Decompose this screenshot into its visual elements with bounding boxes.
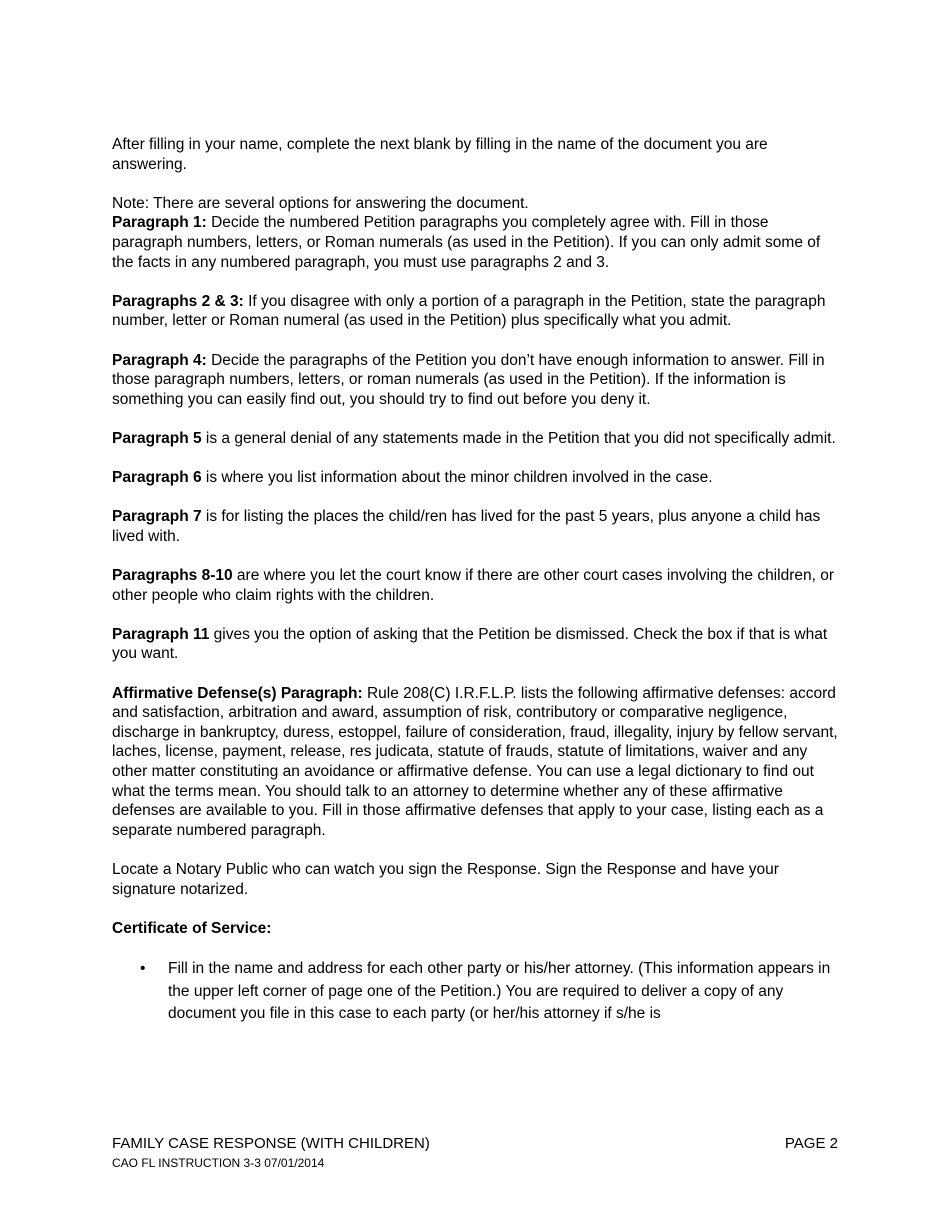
paragraph-4-text: Decide the paragraphs of the Petition you don’t have enough information to answer. Fill in those paragraph numbers, letters, or roman numerals (as used in the Petition). If the information is something you can easily find out, you should try to find out before you deny it. (112, 351, 825, 408)
paragraph-7-label: Paragraph 7 (112, 508, 202, 526)
paragraph-5-text: is a general denial of any statements made in the Petition that you did not specifically admit. (201, 429, 836, 447)
paragraph-11-instruction (112, 625, 842, 664)
certificate-of-service-label: Certificate of Service: (112, 919, 272, 937)
notary-instruction: Locate a Notary Public who can watch you sign the Response. Sign the Response and have your signature notarized. (112, 860, 779, 898)
paragraph-11-text: gives you the option of asking that the Petition be dismissed. Check the box if that is what you want. (112, 625, 828, 663)
bullet-text: Fill in the name and address for each other party or his/her attorney. (This information appears in the upper left corner of page one of the Petition.) You are required to deliver a copy of any document you file in this case to each party (or her/his attorney if s/he is (168, 959, 831, 1023)
paragraphs-2-3-instruction (112, 292, 842, 331)
paragraphs-8-10-instruction (112, 566, 842, 605)
footer-instruction-id: CAO FL INSTRUCTION 3-3 07/01/2014 (112, 1156, 325, 1170)
paragraphs-8-10-label: Paragraphs 8-10 (112, 567, 233, 585)
paragraph-1-instruction (112, 213, 842, 272)
paragraph-1-label: Paragraph 1: (112, 214, 207, 232)
paragraph-5-instruction (112, 429, 842, 449)
paragraph-6-label: Paragraph 6 (112, 469, 202, 487)
paragraph-1-text: Decide the numbered Petition paragraphs you completely agree with. Fill in those paragraph numbers, letters, or Roman numerals (as used in the Petition). If you can only admit some of the facts in any numbered paragraph, you must use paragraphs 2 and 3. (112, 214, 821, 271)
paragraph-11-label: Paragraph 11 (112, 625, 210, 643)
list-item (112, 958, 842, 1026)
paragraph-7-text: is for listing the places the child/ren has lived for the past 5 years, plus anyone a child has lived with. (112, 508, 821, 545)
paragraph-4-label: Paragraph 4: (112, 351, 207, 369)
paragraph-6-text: is where you list information about the minor children involved in the case. (201, 469, 713, 487)
footer-page-number: PAGE 2 (784, 1135, 838, 1152)
affirmative-defense-label: Affirmative Defense(s) Paragraph: (112, 684, 363, 702)
intro-paragraph: After filling in your name, complete the next blank by filling in the name of the document you are answering. (112, 136, 768, 173)
paragraphs-8-10-text: are where you let the court know if there are other court cases involving the children, or other people who claim rights with the children. (112, 567, 834, 604)
certificate-bullet-list (112, 958, 842, 1026)
paragraph-5-label: Paragraph 5 (112, 429, 202, 447)
paragraph-7-instruction (112, 507, 842, 546)
paragraphs-2-3-text: If you disagree with only a portion of a paragraph in the Petition, state the paragraph number, letter or Roman numeral (as used in the Petition) plus specifically what you admit. (112, 292, 826, 330)
paragraph-4-instruction (112, 351, 842, 410)
footer-form-title: FAMILY CASE RESPONSE (WITH CHILDREN) (112, 1135, 430, 1152)
instructions-body (112, 135, 842, 1026)
affirmative-defense-text: Rule 208(C) I.R.F.L.P. lists the following affirmative defenses: accord and satisfaction, arbitration and award, assumption of risk, contributory or comparative negligence, discharge in bankruptcy, duress, estoppel, failure of consideration, fraud, illegality, injury by fellow servant, laches, license, payment, release, res judicata, statute of frauds, statute of limitations, waiver and any other matter constituting an avoidance or affirmative defense. You can use a legal dictionary to find out what the terms mean. You should talk to an attorney to determine whether any of these affirmative defenses are available to you. Fill in those affirmative defenses that apply to your case, listing each as a separate numbered paragraph. (112, 684, 838, 839)
note-line: Note: There are several options for answering the document. (112, 194, 529, 212)
affirmative-defense-instruction (112, 684, 842, 841)
bullet-icon: • (140, 959, 146, 977)
footer (112, 1135, 838, 1152)
paragraphs-2-3-label: Paragraphs 2 & 3: (112, 292, 244, 310)
certificate-of-service-heading (112, 919, 842, 939)
paragraph-6-instruction (112, 468, 842, 488)
